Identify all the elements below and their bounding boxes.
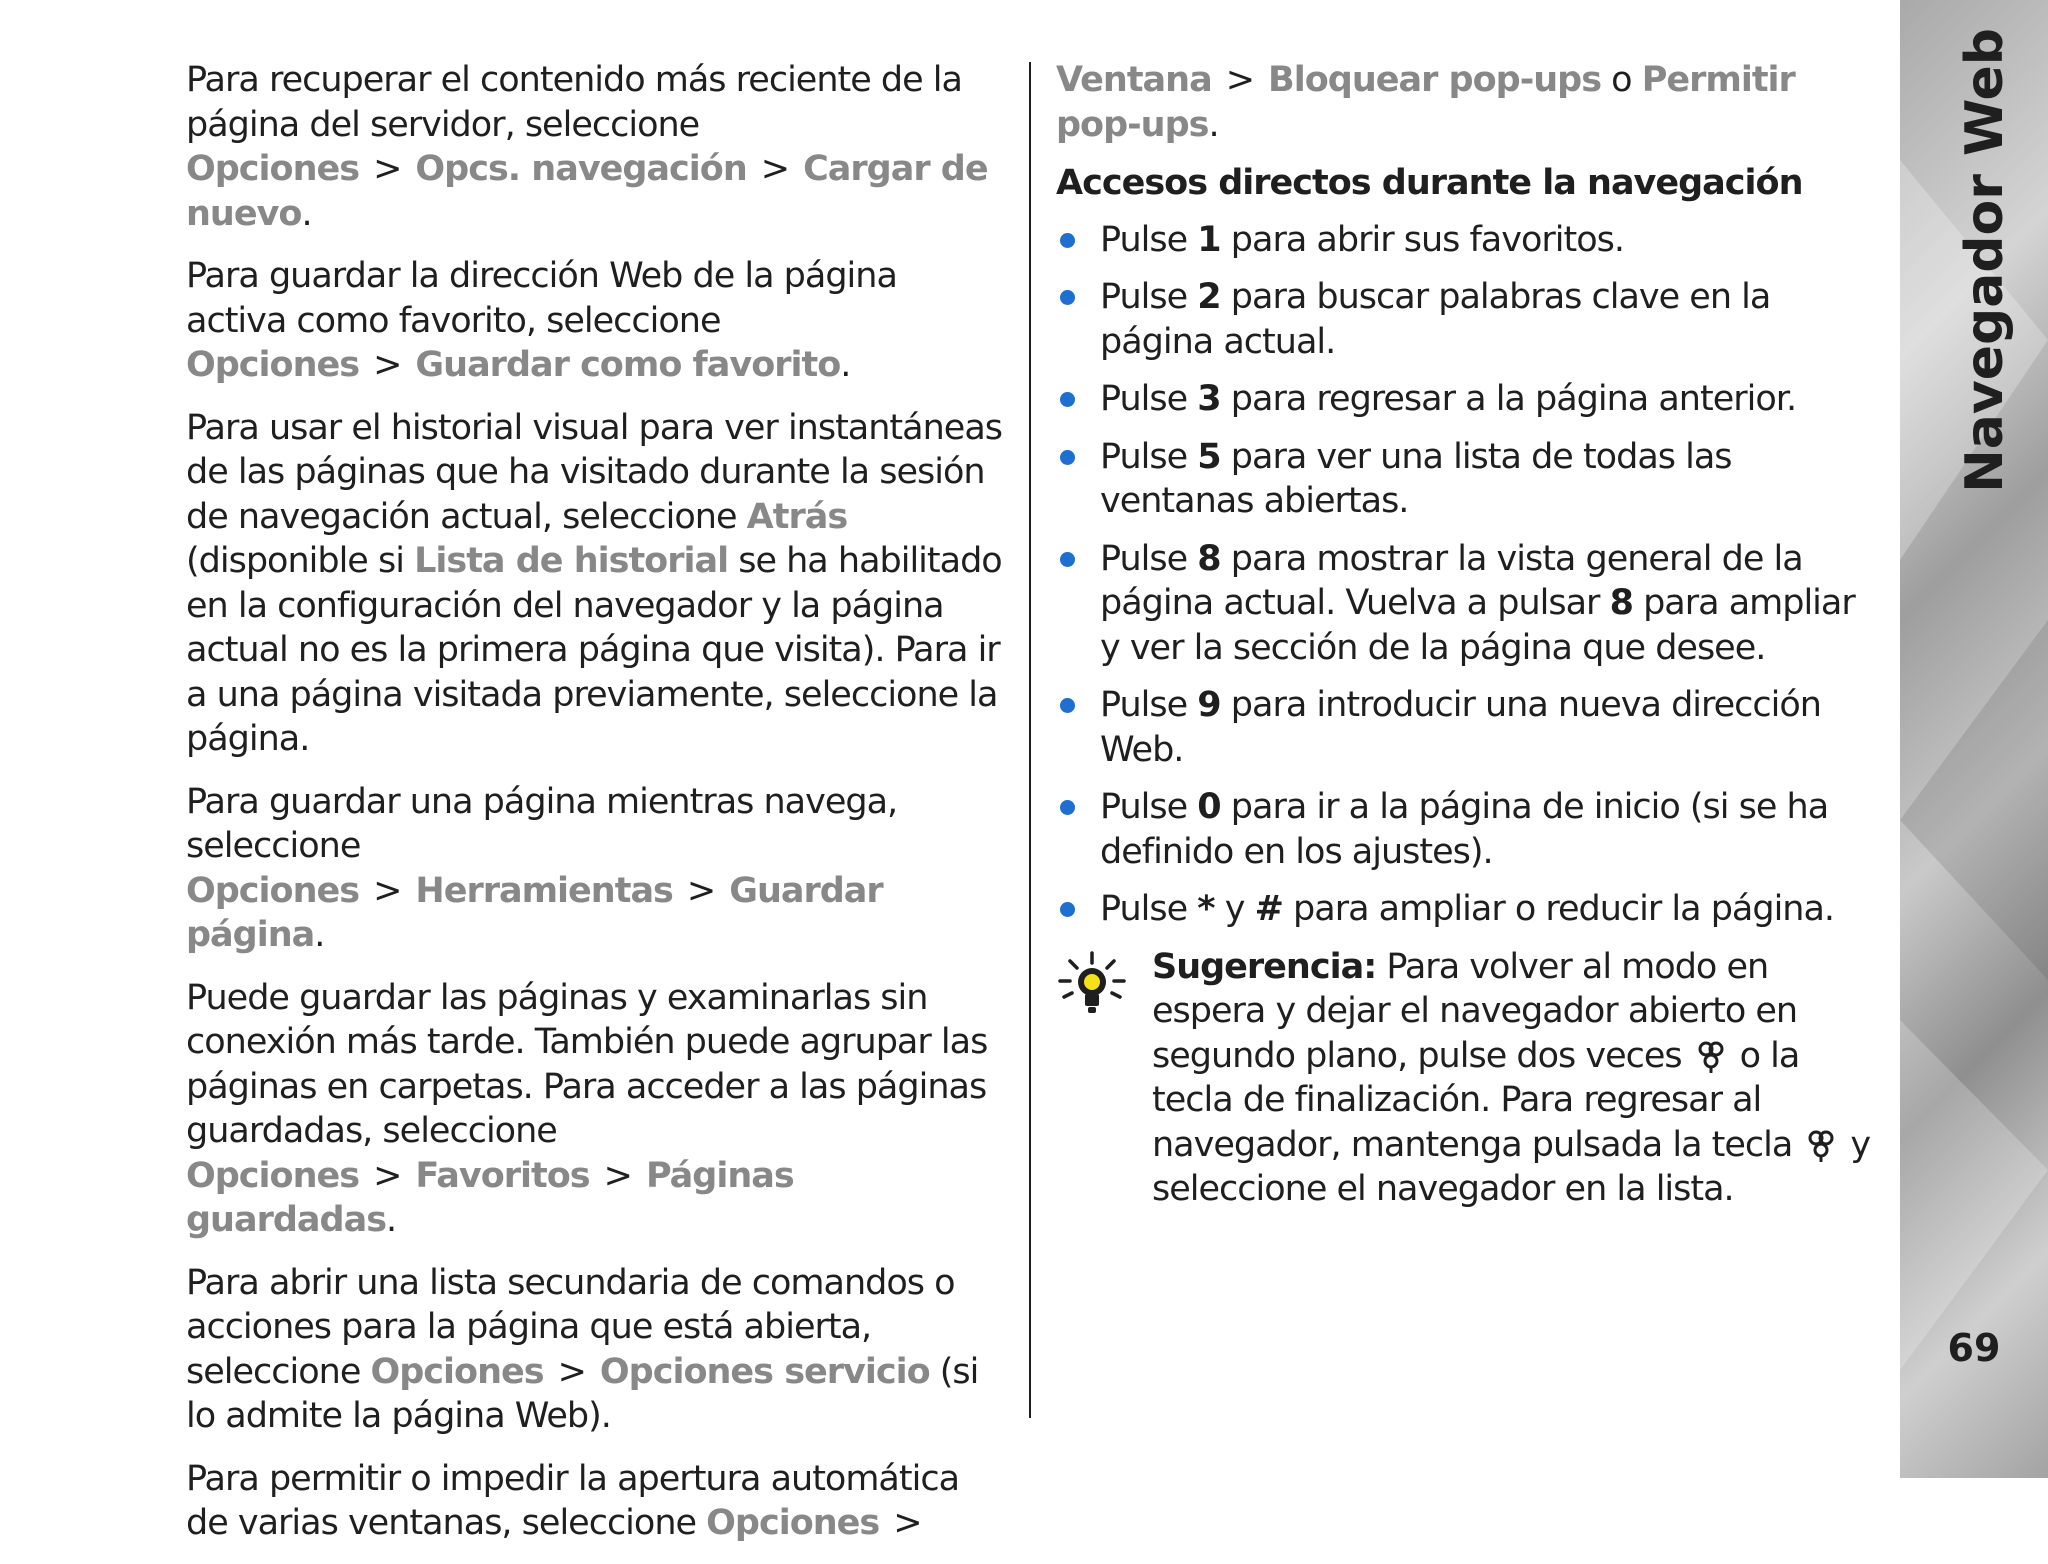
sidebar-decoration bbox=[1900, 620, 2048, 980]
key-label: 8 bbox=[1197, 538, 1221, 579]
text: Pulse bbox=[1100, 787, 1198, 827]
menu-option: Atrás bbox=[746, 496, 848, 537]
text: Pulse bbox=[1100, 379, 1198, 419]
menu-option: Guardar como favorito bbox=[415, 345, 841, 385]
text: para ver una lista de todas las ventanas abiertas. bbox=[1100, 436, 1732, 521]
text: para buscar palabras clave en la página actual. bbox=[1100, 277, 1771, 362]
text: Pulse bbox=[1100, 685, 1198, 725]
paragraph-bookmark bbox=[186, 254, 1006, 388]
chapter-title bbox=[1955, 27, 2015, 493]
right-column bbox=[1056, 58, 1876, 1212]
key-label: 3 bbox=[1197, 379, 1221, 419]
page-number: 69 bbox=[1947, 1326, 2001, 1370]
separator: > bbox=[893, 1503, 922, 1543]
paragraph-saved-pages bbox=[186, 976, 1006, 1243]
text: o la tecla de finalización. Para regresar al navegador, mantenga pulsada la tecla bbox=[1152, 1035, 1800, 1165]
menu-option: Opciones bbox=[186, 870, 360, 911]
menu-option: Opciones bbox=[706, 1503, 880, 1543]
key-label: 2 bbox=[1197, 277, 1221, 317]
menu-option: Bloquear pop-ups bbox=[1268, 60, 1602, 100]
text: para regresar a la página anterior. bbox=[1220, 379, 1797, 419]
text: se ha habilitado en la configuración del navegador y la página actual no es la primera página que visita). Para ir a una página visitada previamente, seleccione la página. bbox=[186, 541, 1002, 759]
text: Para recuperar el contenido más reciente de la página del servidor, seleccione bbox=[186, 60, 962, 145]
key-label: 9 bbox=[1197, 685, 1221, 725]
bullet-icon bbox=[1060, 902, 1075, 917]
text: Para usar el historial visual para ver instantáneas de las páginas que ha visitado durante la sesión de navegación actual, seleccione bbox=[186, 407, 1003, 537]
text: Pulse bbox=[1100, 219, 1198, 260]
bullet-icon bbox=[1060, 552, 1075, 567]
paragraph-service-options bbox=[186, 1261, 1006, 1439]
bullet-icon bbox=[1060, 392, 1075, 407]
tip-lightbulb-icon bbox=[1056, 951, 1128, 1017]
text: Para permitir o impedir la apertura automática de varias ventanas, seleccione bbox=[186, 1458, 960, 1543]
list-item bbox=[1056, 683, 1876, 772]
bullet-icon bbox=[1060, 450, 1075, 465]
paragraph-history bbox=[186, 406, 1006, 762]
text: y seleccione el navegador en la lista. bbox=[1152, 1124, 1871, 1209]
bullet-icon bbox=[1060, 800, 1075, 815]
section-heading: Accesos directos durante la navegación bbox=[1056, 163, 1803, 203]
tip-label: Sugerencia: bbox=[1152, 946, 1377, 987]
list-item bbox=[1056, 377, 1876, 422]
menu-key-icon bbox=[1804, 1128, 1838, 1162]
separator: > bbox=[373, 149, 402, 189]
list-item bbox=[1056, 785, 1876, 874]
separator: > bbox=[373, 345, 402, 385]
chapter-title-text: Navegador Web bbox=[1955, 27, 2015, 493]
separator: > bbox=[373, 1155, 402, 1196]
text: . bbox=[386, 1200, 397, 1240]
list-item bbox=[1056, 218, 1876, 263]
key-label: # bbox=[1254, 889, 1283, 929]
text: . bbox=[314, 915, 325, 955]
text: para abrir sus favoritos. bbox=[1220, 219, 1624, 260]
text: Puede guardar las páginas y examinarlas sin conexión más tarde. También puede agrupar las páginas en carpetas. Para acceder a las páginas guardadas, seleccione bbox=[186, 977, 988, 1151]
bullet-icon bbox=[1060, 290, 1075, 305]
text: . bbox=[301, 193, 312, 234]
paragraph-save-page bbox=[186, 780, 1006, 958]
left-column bbox=[186, 58, 1006, 1564]
text: para introducir una nueva dirección Web. bbox=[1100, 685, 1821, 770]
key-label: 0 bbox=[1197, 787, 1221, 827]
menu-option: Favoritos bbox=[415, 1155, 590, 1196]
paragraph-popups bbox=[186, 1457, 1006, 1546]
text: y bbox=[1214, 889, 1255, 929]
menu-option: Opciones servicio bbox=[599, 1351, 930, 1392]
separator: > bbox=[1225, 60, 1255, 100]
separator: > bbox=[603, 1155, 632, 1196]
text: Pulse bbox=[1100, 538, 1198, 579]
bullet-icon bbox=[1060, 233, 1075, 248]
text: para ampliar y ver la sección de la página que desee. bbox=[1100, 583, 1855, 668]
tip-box bbox=[1056, 945, 1876, 1212]
text: Para guardar la dirección Web de la página activa como favorito, seleccione bbox=[186, 256, 897, 341]
list-item bbox=[1056, 275, 1876, 364]
separator: > bbox=[557, 1351, 586, 1392]
text: Para abrir una lista secundaria de comandos o acciones para la página que está abierta, seleccione bbox=[186, 1262, 955, 1392]
text: (disponible si bbox=[186, 541, 415, 581]
text: Pulse bbox=[1100, 889, 1198, 929]
text: Para volver al modo en espera y dejar el navegador abierto en segundo plano, pulse dos veces bbox=[1152, 946, 1798, 1076]
shortcut-list bbox=[1056, 218, 1876, 932]
list-item bbox=[1056, 435, 1876, 524]
separator: > bbox=[686, 870, 716, 911]
text: (si lo admite la página Web). bbox=[186, 1351, 979, 1436]
text: para ampliar o reducir la página. bbox=[1282, 889, 1835, 929]
menu-option: Permitir pop-ups bbox=[1056, 60, 1795, 145]
column-divider bbox=[1029, 62, 1031, 1418]
text: Para guardar una página mientras navega, seleccione bbox=[186, 781, 898, 866]
separator: > bbox=[760, 149, 790, 189]
menu-option: Opciones bbox=[186, 149, 360, 189]
list-item bbox=[1056, 887, 1876, 932]
text: . bbox=[840, 345, 851, 385]
key-label: 8 bbox=[1609, 583, 1633, 623]
paragraph-reload bbox=[186, 58, 1006, 236]
paragraph-popups-continued bbox=[1056, 58, 1876, 147]
text: o bbox=[1601, 60, 1642, 100]
menu-option: Guardar página bbox=[186, 870, 883, 955]
menu-key-icon bbox=[1694, 1039, 1728, 1073]
text: Pulse bbox=[1100, 277, 1198, 317]
menu-option: Opcs. navegación bbox=[415, 149, 747, 189]
text: para ir a la página de inicio (si se ha definido en los ajustes). bbox=[1100, 787, 1829, 872]
separator: > bbox=[373, 870, 402, 911]
text: . bbox=[1208, 104, 1219, 145]
menu-option: Opciones bbox=[186, 345, 360, 385]
menu-option: Herramientas bbox=[415, 870, 673, 911]
menu-option: Páginas guardadas bbox=[186, 1155, 794, 1240]
bullet-icon bbox=[1060, 698, 1075, 713]
menu-option: Cargar de nuevo bbox=[186, 149, 988, 234]
text: Pulse bbox=[1100, 436, 1198, 477]
text: para mostrar la vista general de la página actual. Vuelva a pulsar bbox=[1100, 538, 1803, 623]
key-label: * bbox=[1197, 889, 1215, 929]
menu-option: Lista de historial bbox=[414, 541, 729, 581]
key-label: 5 bbox=[1197, 436, 1221, 477]
menu-option: Opciones bbox=[370, 1351, 544, 1392]
menu-option: Opciones bbox=[186, 1155, 360, 1196]
list-item bbox=[1056, 537, 1876, 671]
key-label: 1 bbox=[1197, 219, 1221, 260]
menu-option: Ventana bbox=[1056, 60, 1212, 100]
sidebar-decoration bbox=[1900, 1020, 2048, 1370]
